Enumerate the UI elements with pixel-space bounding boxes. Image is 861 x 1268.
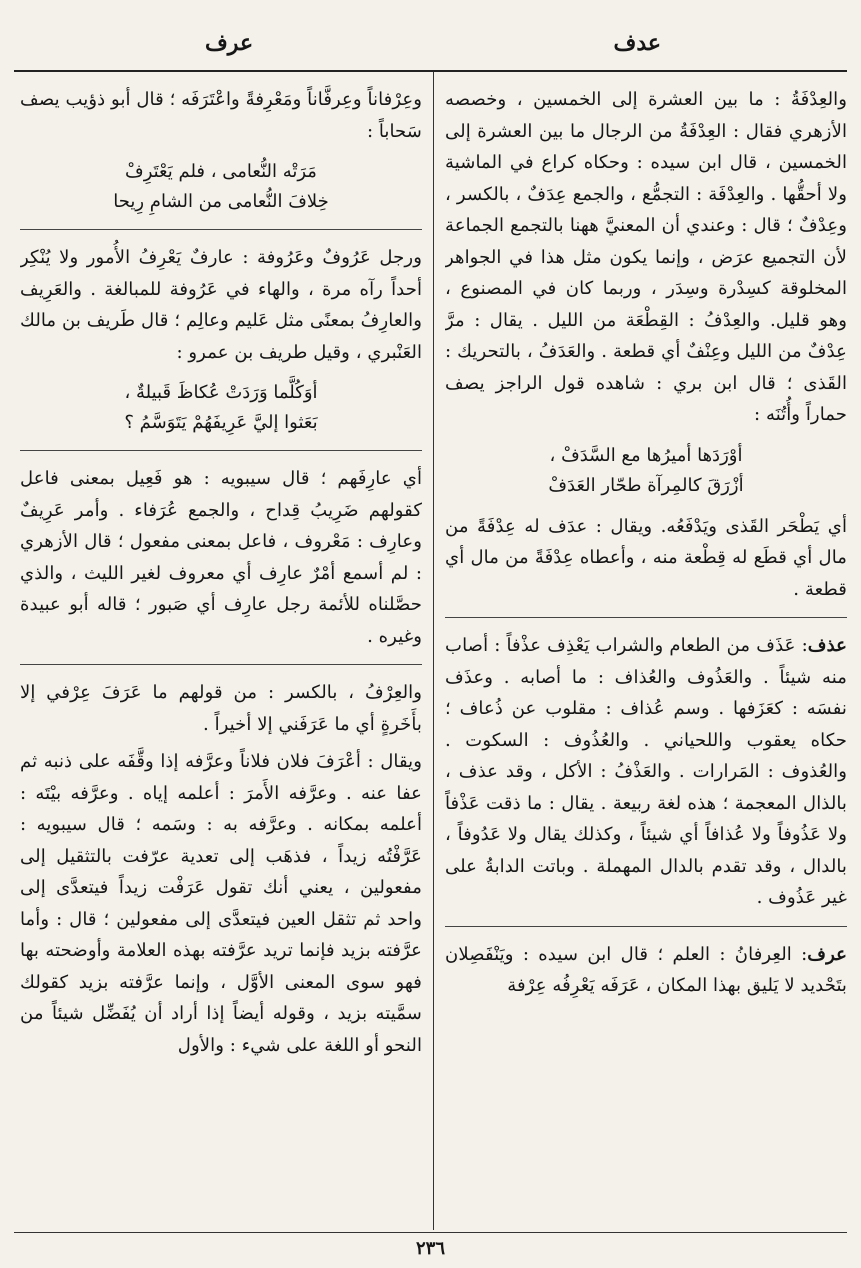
paragraph-irfan: وعِرْفاناً وعِرفَّاناً ومَعْرِفةً واعْتَرَفَه ؛ قال أبو ذؤيب يصف سَحاباً : <box>20 89 422 142</box>
verse-line: أوْرَدَها أميرُها مع السَّدَفْ ، <box>549 444 743 466</box>
verse-line: خِلافَ النُّعامى من الشامِ رِيحا <box>113 191 329 212</box>
left-column <box>20 84 422 1224</box>
paragraph-separator <box>20 450 422 451</box>
running-head-left: عرف <box>205 30 254 56</box>
paragraph-irf: والعِرْفُ ، بالكسر : من قولهم ما عَرَفَ عِرْفي إلا بأَخَرةٍ أي ما عَرَفَني إلا أخيراً . <box>20 682 422 735</box>
verse-line: أوَكُلَّما وَرَدَتْ عُكاظَ قَبيلةٌ ، <box>124 382 318 403</box>
verse-line: مَرَتْه النُّعامى ، فلم يَعْتَرِفْ <box>125 161 317 182</box>
paragraph-idfa: والعِدْفَةُ : ما بين العشرة إلى الخمسين ، وخصصه الأزهري فقال : العِدْفَةُ من الرجال ما بين العشرة إلى الخمسين ، قال ابن سيده : وحكاه كراع في الماشية ولا أحقُّها . والعِدْفَة : التجمُّع ، والجمع عِدَفٌ ، بالكسر ، وعِدْفٌ ؛ قال : وعندي أن المعنيَّ ههنا بالتجمع الجماعة لأن التجميع عرَض ، وإنما يكون مثل هذا في الجواهر المخلوقة كسِدْرة وسِدَر ، وربما كان في المصنوع ، وهو قليل. والعِدْفُ : القِطْعَة من الليل . يقال : مرَّ عِدْفٌ من الليل وعِنْفٌ أي قطعة . والعَدَفُ ، بالتحريك : القَذى ؛ قال ابن بري : شاهده قول الراجز يصف حماراً وأُتُنَه : <box>445 89 847 425</box>
running-head-right: عدف <box>613 30 661 56</box>
entry-text: : عَذَف من الطعام والشراب يَعْذِف عذْفاً : أصاب منه شيئاً . والعَذُوف والعُذاف : ما أصابه . وعذَف نفسَه : كعَزَفها . وسم عُذاف : مقلوب عن ذُعاف ؛ حكاه يعقوب واللحياني . والعُذُوف : السكوت . والعُذوف : المَرارات . والعَذْفُ : الأكل ، وقد عذف ، بالذال المعجمة ؛ هذه لغة ربيعة . يقال : ما ذقت عَذْفاً ولا عَذُوفاً ولا عُذافاً أي شيئاً ، وكذلك يقال ولا عَدُوفاً ، بالدال ، وقد تقدم بالدال المهملة . وباتت الدابةُ على غير عَذُوف . <box>445 635 847 908</box>
paragraph-arrafa: ويقال : أعْرَفَ فلان فلاناً وعرَّفه إذا وقَّفَه على ذنبه ثم عفا عنه . وعرَّفه الأَمرَ : أعلمه إياه . وعرَّفه بيْتَه : أعلمه بمكانه . وعرَّفه به : وسَمه ؛ قال سيبويه : عَرَّفْتُه زيداً ، فذهَب إلى تعدية عرّفت بالتثقيل إلى مفعولين ، يعني أنك تقول عَرَفْت زيداً فيتعدَّى إلى واحد ثم تثقل العين فيتعدَّى إلى مفعولين ؛ قال : وأما عرَّفته بزيد فإنما تريد عرَّفته بهذه العلامة وأوضحته بها فهو سوى المعنى الأوَّل ، وإنما عرَّفته بزيد كقولك سمَّيته بزيد ، وقوله أيضاً إذا أراد أن يُفَضِّل شيئاً من النحو أو اللغة على شيء : والأول <box>20 751 422 1056</box>
entry-text: : العِرفانُ : العلم ؛ قال ابن سيده : ويَنْفَصِلان بتَحْديد لا يَليق بهذا المكان ، عَرَفَه يَعْرِفُه عِرْفة <box>445 943 847 996</box>
paragraph-arif: أي عارِفَهم ؛ قال سيبويه : هو فَعِيل بمعنى فاعل كقولهم ضَرِيبُ قِداح ، والجمع عُرَفاء . وأمر عَرِيفٌ وعارِف : مَعْروف ، فاعل بمعنى مفعول ؛ قال الأزهري : لم أسمع أمْرٌ عارِف أي معروف لغير الليث ، والذي حصَّلناه للأئمة رجل عارِف أي صَبور ؛ قاله أبو عبيدة وغيره . <box>20 468 422 647</box>
verse-block <box>445 441 847 501</box>
column-divider <box>433 72 434 1230</box>
page-number: ٢٣٦ <box>415 1238 445 1259</box>
right-column <box>445 84 847 1224</box>
verse-block <box>20 378 422 438</box>
entry-adhf <box>445 630 847 914</box>
entry-separator <box>445 926 847 927</box>
header-rule <box>14 70 847 72</box>
entry-headword: عذف <box>807 635 847 656</box>
entry-headword: عرف <box>807 943 847 965</box>
verse-line: بَعَثوا إليَّ عَرِيفَهُمْ يَتَوَسَّمُ ؟ <box>124 412 318 433</box>
paragraph-separator <box>20 664 422 665</box>
entry-separator <box>445 617 847 618</box>
entry-arf <box>445 939 847 1002</box>
verse-block <box>20 157 422 217</box>
footer-rule <box>14 1232 847 1233</box>
paragraph-separator <box>20 229 422 230</box>
verse-line: أزْرَقَ كالمِرآة طحّار العَدَفْ <box>548 474 744 496</box>
paragraph-idfa-cont: أي يَطْحَر القَذى ويَدْفَعُه. ويقال : عدَف له عِدْفَةً من مال أي قطَع له قِطْعة منه ، وأعطاه عِدْفَةً من مال أي قطعة . <box>445 515 847 600</box>
paragraph-aruf: ورجل عَرُوفٌ وعَرُوفة : عارفٌ يَعْرِفُ الأُمور ولا يُنْكِر أحداً رآه مرة ، والهاء في عَرُوفة للمبالغة . والعَرِيف والعارِفُ بمعنًى مثل عَليم وعالِم ؛ قال طَريف بن مالك العَنْبري ، وقيل طريف بن عمرو : <box>20 247 422 363</box>
